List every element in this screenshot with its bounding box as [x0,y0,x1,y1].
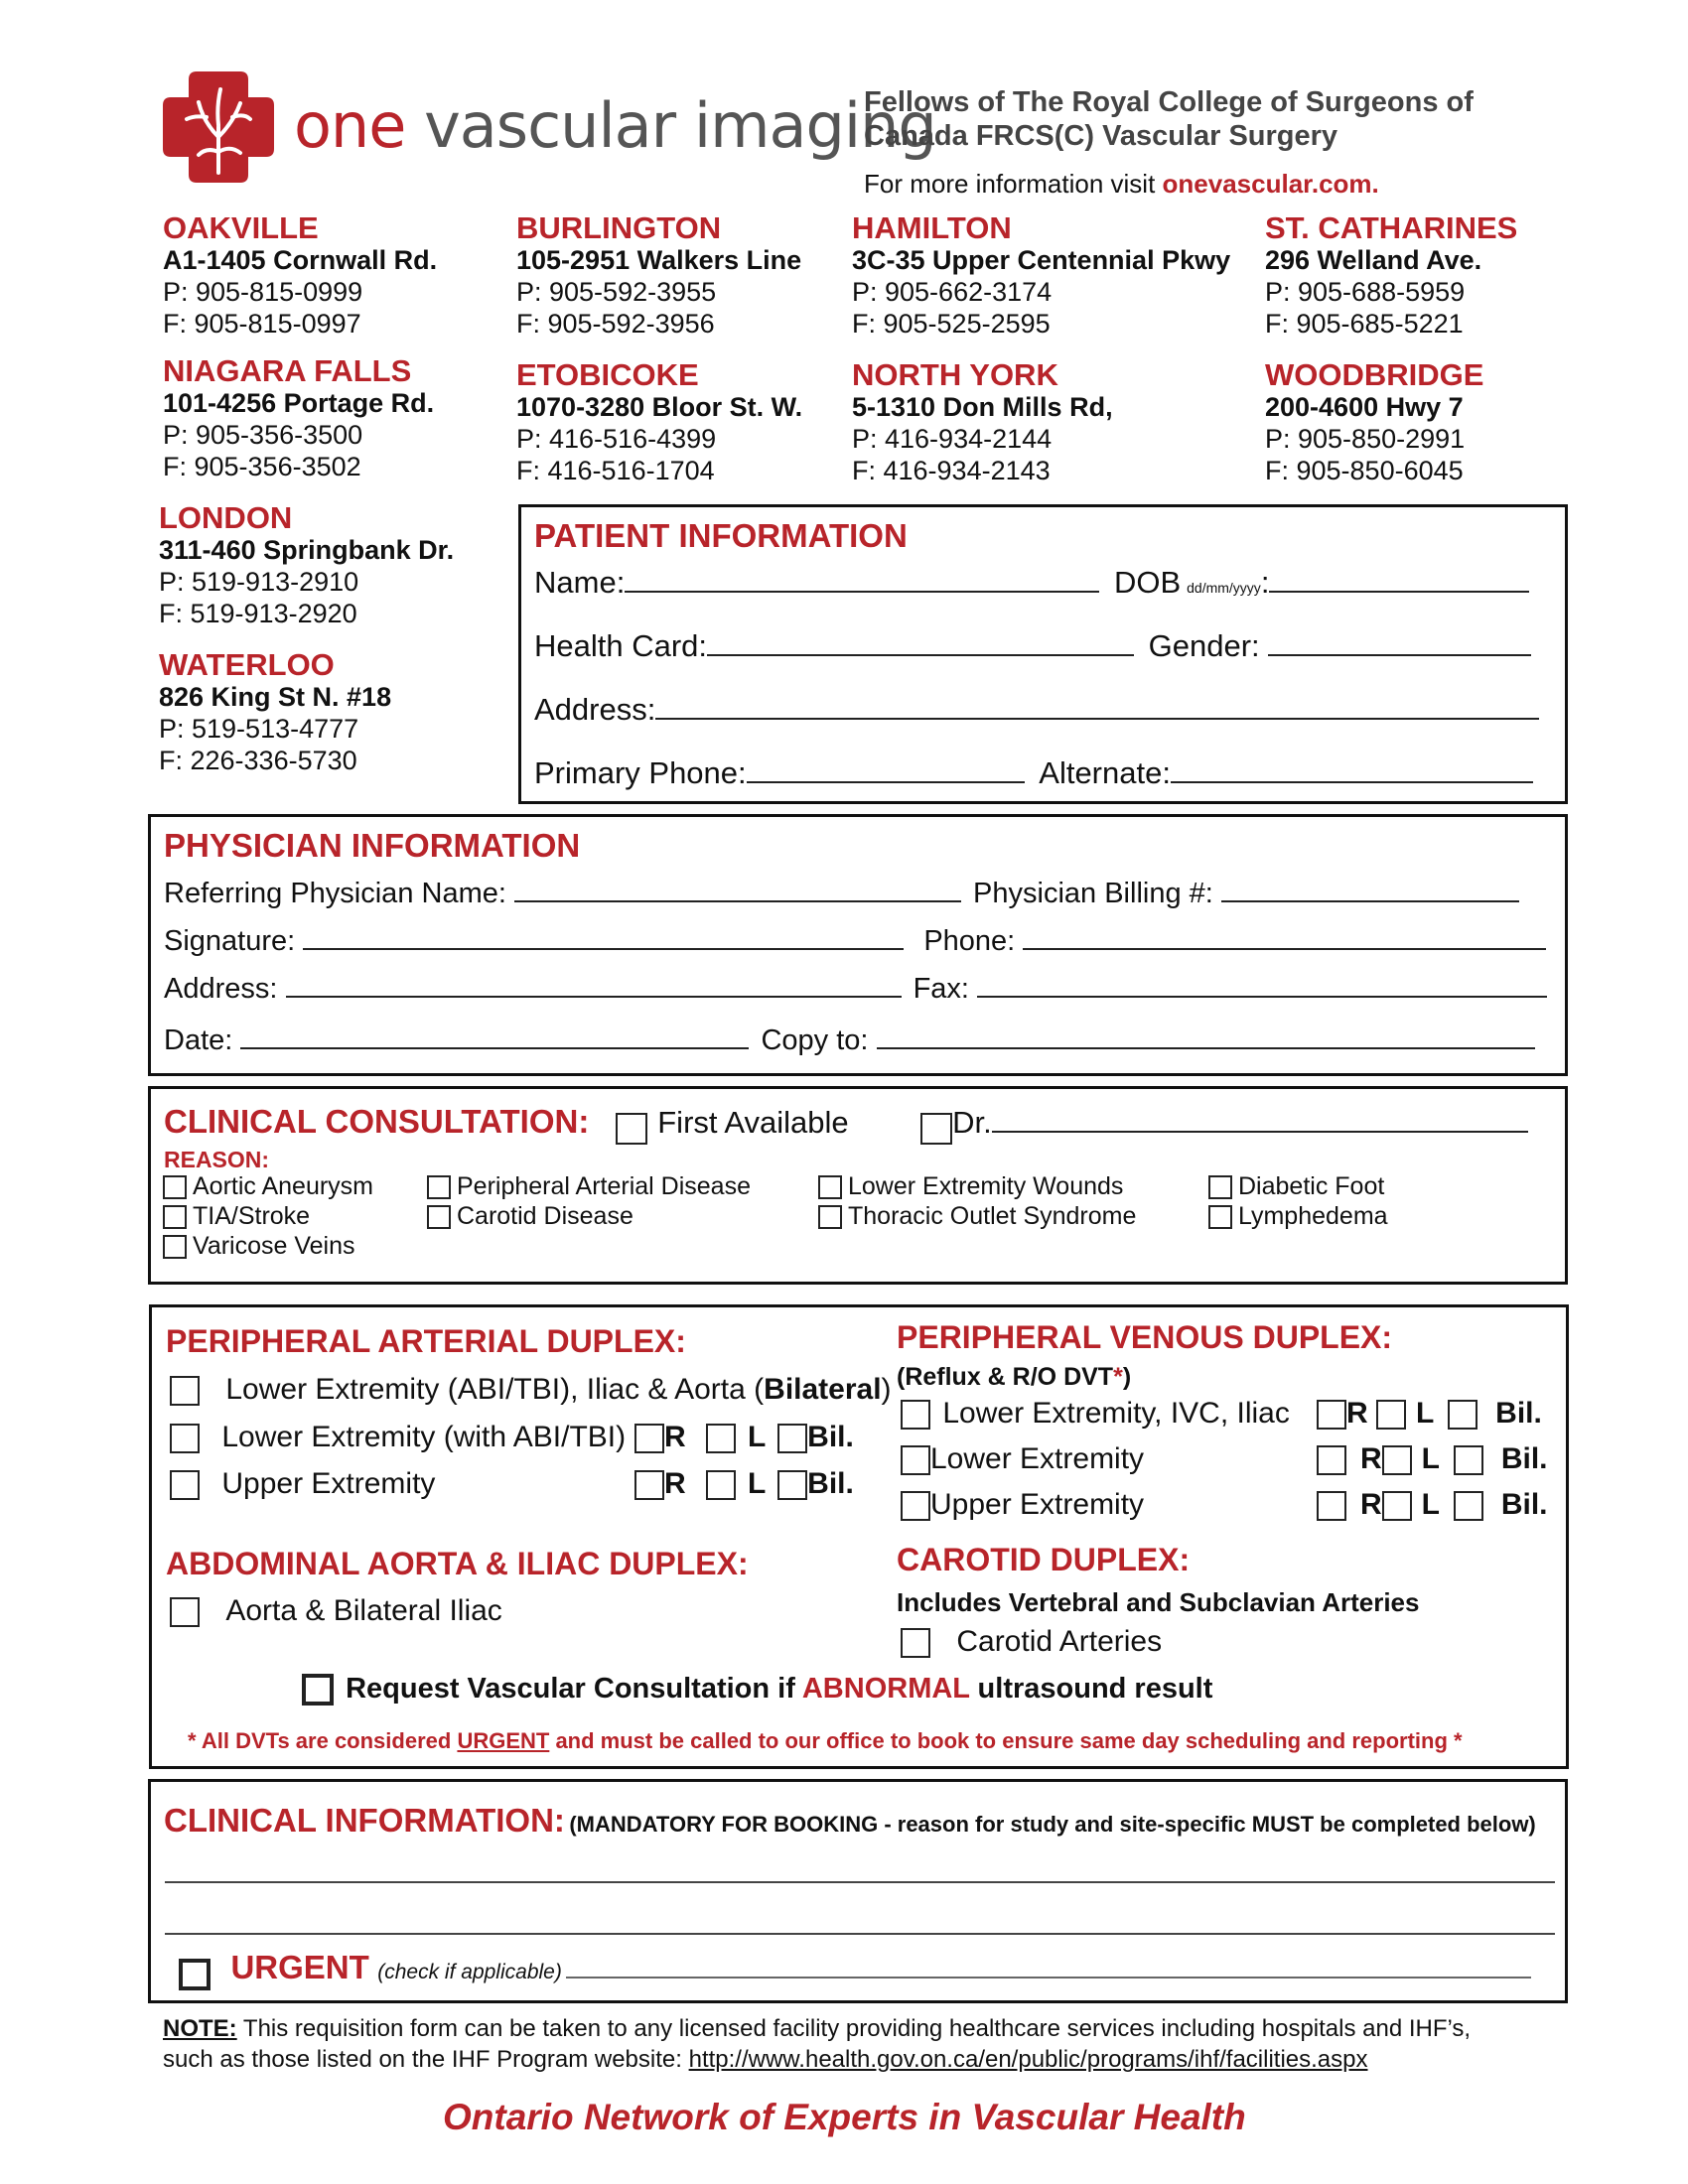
first-available-label: First Available [657,1105,849,1140]
reason-checkbox[interactable] [1208,1205,1232,1229]
reason-label: Lower Extremity Wounds [848,1172,1124,1200]
venous-3-bil-checkbox[interactable] [1454,1491,1483,1521]
fax-field[interactable] [977,970,1547,998]
patient-address-label: Address: [534,692,656,727]
reason-checkbox[interactable] [163,1205,187,1229]
l-label: L [1416,1397,1434,1430]
health-card-label: Health Card: [534,628,708,663]
patient-phone-row [534,755,1533,791]
logo [159,68,278,192]
r-label: R [1360,1442,1382,1475]
location-phone: P: 905-662-3174 [852,277,1053,307]
physician-row-1 [164,875,1519,910]
arterial-row-2 [170,1421,626,1454]
logo-cross-icon [159,68,278,187]
clinical-title: CLINICAL INFORMATION: [164,1802,565,1839]
reason-option [163,1202,310,1231]
l-label: L [1421,1442,1440,1475]
gender-label: Gender: [1148,628,1260,663]
logo-one: one [294,89,406,162]
location-address: 296 Welland Ave. [1265,245,1482,275]
bil-label: Bil. [1495,1397,1542,1430]
location-address: 826 King St N. #18 [159,682,392,712]
note [163,2013,1471,2075]
note-line-1 [163,2013,1471,2044]
location-address: 101-4256 Portage Rd. [163,388,435,418]
date-field[interactable] [240,1022,749,1049]
reason-label: Aortic Aneurysm [193,1172,374,1200]
venous-row-2 [901,1442,1144,1476]
billing-label: Physician Billing #: [973,878,1213,909]
venous-3-l-checkbox[interactable] [1382,1491,1412,1521]
arterial-3-bil-checkbox[interactable] [777,1470,807,1500]
health-card-field[interactable] [707,628,1134,656]
location-phone: P: 905-592-3955 [516,277,717,307]
consult-header-row [164,1103,1528,1145]
venous-2-sides [1317,1442,1547,1476]
location-fax: F: 519-913-2920 [159,599,357,628]
location-name: NORTH YORK [852,357,1058,392]
r-label: R [1360,1488,1382,1521]
location-2 [852,212,1230,340]
reason-label: Thoracic Outlet Syndrome [848,1202,1137,1230]
venous-subtitle [897,1363,1131,1392]
venous-2-checkbox[interactable] [901,1445,930,1475]
request-row [302,1673,1212,1706]
l-label: L [748,1421,766,1453]
venous-3-r-checkbox[interactable] [1317,1491,1346,1521]
arterial-2-bil-checkbox[interactable] [777,1424,807,1453]
reason-option [818,1172,1123,1201]
location-fax: F: 905-356-3502 [163,452,361,481]
ref-physician-label: Referring Physician Name: [164,878,506,909]
fellows-line-2: Canada FRCS(C) Vascular Surgery [864,120,1338,152]
location-address: 1070-3280 Bloor St. W. [516,392,803,422]
reason-label: Diabetic Foot [1238,1172,1385,1200]
note-line-2 [163,2044,1471,2075]
location-address: A1-1405 Cornwall Rd. [163,245,438,275]
name-label: Name: [534,565,626,600]
location-phone: P: 519-913-2910 [159,567,359,597]
arterial-3-label: Upper Extremity [221,1467,436,1500]
venous-row-3 [901,1488,1144,1522]
location-name: WOODBRIDGE [1265,357,1484,392]
physician-phone-field[interactable] [1023,922,1546,950]
reason-option [163,1172,373,1201]
carotid-subtitle: Includes Vertebral and Subclavian Arteries [897,1587,1420,1617]
patient-healthcard-row [534,628,1531,664]
venous-title: PERIPHERAL VENOUS DUPLEX: [897,1319,1393,1355]
venous-close: ) [1122,1363,1132,1391]
physician-row-3 [164,970,1547,1006]
location-phone: P: 905-688-5959 [1265,277,1466,307]
l-label: L [1421,1488,1440,1521]
location-phone: P: 905-815-0999 [163,277,363,307]
arterial-1-checkbox[interactable] [170,1376,200,1406]
consultation-box [148,1086,1568,1285]
clinical-header [164,1802,1536,1840]
arterial-2-r-checkbox[interactable] [634,1424,664,1453]
venous-1-r-checkbox[interactable] [1317,1400,1346,1430]
venous-3-sides [1317,1488,1547,1522]
venous-2-bil-checkbox[interactable] [1454,1445,1483,1475]
request-pre: Request Vascular Consultation if [346,1673,802,1705]
fellows-line-1: Fellows of The Royal College of Surgeons of [864,86,1474,118]
location-fax: F: 416-516-1704 [516,456,715,485]
location-0 [163,212,437,340]
location-name: LONDON [159,500,293,535]
billing-field[interactable] [1221,875,1519,902]
arterial-3-checkbox[interactable] [170,1470,200,1500]
bil-label: Bil. [1500,1488,1548,1521]
urgent-label: URGENT [230,1949,369,1985]
dob-colon: : [1260,565,1270,600]
reason-checkbox[interactable] [427,1175,451,1199]
reason-option [427,1172,751,1201]
dvt-notice [188,1728,1463,1754]
aorta-label: Aorta & Bilateral Iliac [225,1594,502,1627]
fax-label: Fax: [913,973,969,1005]
physician-info-box [148,814,1568,1076]
date-label: Date: [164,1024,233,1056]
note-text: This requisition form can be taken to any licensed facility providing healthcare services including hospitals and IHF’s, [236,2015,1472,2042]
request-consult-checkbox[interactable] [302,1674,334,1706]
reason-checkbox[interactable] [1208,1175,1232,1199]
logo-wordmark [294,89,936,162]
reason-label: REASON: [164,1147,270,1172]
note-label: NOTE: [163,2015,237,2042]
arterial-1-close: ) [881,1373,892,1406]
arterial-title: PERIPHERAL ARTERIAL DUPLEX: [166,1323,686,1359]
arterial-2-sides [634,1421,854,1454]
ref-physician-field[interactable] [514,875,961,902]
location-9 [159,649,391,776]
venous-2-r-checkbox[interactable] [1317,1445,1346,1475]
location-name: OAKVILLE [163,210,319,245]
reason-checkbox[interactable] [163,1175,187,1199]
dr-field[interactable] [992,1105,1528,1133]
urgent-checkbox[interactable] [179,1959,211,1990]
physician-phone-label: Phone: [923,925,1016,957]
arterial-3-r-checkbox[interactable] [634,1470,664,1500]
patient-info-title: PATIENT INFORMATION [534,517,908,554]
dvt-pre: * All DVTs are considered [188,1728,458,1753]
info-line [864,169,1379,200]
consult-title: CLINICAL CONSULTATION: [164,1103,590,1140]
reason-option [1208,1172,1384,1201]
carotid-label: Carotid Arteries [956,1625,1163,1658]
venous-3-label: Upper Extremity [930,1488,1145,1521]
location-name: BURLINGTON [516,210,722,245]
location-fax: F: 905-525-2595 [852,309,1051,339]
venous-1-label: Lower Extremity, IVC, Iliac [942,1397,1290,1430]
location-fax: F: 226-336-5730 [159,746,357,775]
location-name: ETOBICOKE [516,357,699,392]
location-address: 311-460 Springbank Dr. [159,535,455,565]
note-line-2-text: such as those listed on the IHF Program website: [163,2046,689,2073]
patient-name-row [534,565,1529,601]
location-7 [1265,359,1483,486]
signature-field[interactable] [303,922,904,950]
l-label: L [748,1467,766,1500]
gender-field[interactable] [1268,628,1531,656]
ihf-link[interactable]: http://www.health.gov.on.ca/en/public/programs/ihf/facilities.aspx [688,2046,1368,2073]
venous-2-label: Lower Extremity [930,1442,1145,1475]
reason-option [818,1202,1136,1231]
location-fax: F: 905-685-5221 [1265,309,1464,339]
venous-row-1 [901,1397,1290,1431]
arterial-row-1 [170,1373,892,1407]
location-phone: P: 905-356-3500 [163,420,363,450]
location-6 [852,359,1113,486]
clinical-line-2[interactable] [165,1933,1555,1935]
bil-label: Bil. [807,1467,854,1500]
copy-to-field[interactable] [877,1022,1535,1049]
location-fax: F: 905-592-3956 [516,309,715,339]
carotid-row [901,1625,1162,1659]
clinical-mandatory: (MANDATORY FOR BOOKING - reason for study and site-specific MUST be completed below) [569,1812,1536,1837]
logo-rest: vascular imaging [405,89,936,162]
reason-label: Lymphedema [1238,1202,1388,1230]
carotid-checkbox[interactable] [901,1628,930,1658]
physician-row-4 [164,1022,1535,1057]
location-5 [516,359,802,486]
primary-phone-label: Primary Phone: [534,755,747,790]
dob-field[interactable] [1269,565,1529,593]
dr-label: Dr. [952,1105,992,1140]
venous-sub: (Reflux & R/O DVT [897,1363,1114,1391]
venous-2-l-checkbox[interactable] [1382,1445,1412,1475]
copy-to-label: Copy to: [761,1024,869,1056]
bil-label: Bil. [807,1421,854,1453]
location-name: NIAGARA FALLS [163,353,412,388]
location-name: HAMILTON [852,210,1012,245]
dvt-post: and must be called to our office to book to ensure same day scheduling and reporting * [549,1728,1463,1753]
fellows-text [864,85,1474,153]
reason-option [427,1202,633,1231]
reason-label: Peripheral Arterial Disease [457,1172,751,1200]
r-label: R [664,1467,686,1500]
reason-checkbox[interactable] [818,1205,842,1229]
reason-checkbox[interactable] [163,1235,187,1259]
arterial-3-l-checkbox[interactable] [706,1470,736,1500]
r-label: R [664,1421,686,1453]
arterial-2-l-checkbox[interactable] [706,1424,736,1453]
clinical-line-1[interactable] [165,1881,1555,1883]
location-fax: F: 905-815-0997 [163,309,361,339]
arterial-2-checkbox[interactable] [170,1424,200,1453]
network-tagline: Ontario Network of Experts in Vascular Health [443,2097,1246,2137]
urgent-line[interactable] [566,1959,1531,1979]
patient-address-field[interactable] [655,692,1539,720]
physician-address-label: Address: [164,973,278,1005]
location-4 [163,355,434,482]
physician-info-title: PHYSICIAN INFORMATION [164,827,581,864]
alternate-field[interactable] [1171,755,1533,783]
location-address: 3C-35 Upper Centennial Pkwy [852,245,1231,275]
physician-address-field[interactable] [286,970,902,998]
location-name: ST. CATHARINES [1265,210,1518,245]
location-fax: F: 905-850-6045 [1265,456,1464,485]
patient-info-box [518,504,1568,804]
location-phone: P: 416-516-4399 [516,424,717,454]
reason-checkbox[interactable] [818,1175,842,1199]
primary-phone-field[interactable] [747,755,1025,783]
duplex-box [149,1304,1569,1769]
location-fax: F: 416-934-2143 [852,456,1051,485]
reason-label: Varicose Veins [193,1232,355,1260]
info-link[interactable]: onevascular.com. [1162,169,1379,199]
reason-option [163,1232,355,1261]
location-phone: P: 416-934-2144 [852,424,1053,454]
location-3 [1265,212,1517,340]
venous-1-bil-checkbox[interactable] [1448,1400,1477,1430]
reason-option [1208,1202,1388,1231]
arterial-1-bold: Bilateral [764,1373,882,1406]
clinical-info-box [148,1779,1568,2003]
urgent-row [179,1949,1531,1990]
urgent-check-note: (check if applicable) [377,1961,562,1983]
location-phone: P: 519-513-4777 [159,714,359,744]
request-post: ultrasound result [969,1673,1213,1705]
first-available-checkbox[interactable] [616,1113,647,1145]
dob-label: DOB [1113,565,1182,600]
location-1 [516,212,801,340]
location-address: 105-2951 Walkers Line [516,245,802,275]
physician-row-2 [164,922,1546,958]
bil-label: Bil. [1500,1442,1548,1475]
arterial-1-label: Lower Extremity (ABI/TBI), Iliac & Aorta ( [225,1373,765,1406]
dvt-urgent: URGENT [457,1728,550,1753]
dob-format: dd/mm/yyyy [1187,580,1261,596]
carotid-title: CAROTID DUPLEX: [897,1542,1191,1577]
location-name: WATERLOO [159,647,335,682]
reason-label: TIA/Stroke [193,1202,311,1230]
aorta-row [170,1594,502,1628]
r-label: R [1346,1397,1368,1430]
venous-1-l-checkbox[interactable] [1376,1400,1406,1430]
aorta-title: ABDOMINAL AORTA & ILIAC DUPLEX: [166,1546,749,1581]
venous-1-sides [1317,1397,1542,1431]
aorta-checkbox[interactable] [170,1597,200,1627]
location-8 [159,502,454,629]
venous-star: * [1113,1363,1123,1391]
request-abnormal: ABNORMAL [801,1673,970,1705]
location-address: 5-1310 Don Mills Rd, [852,392,1113,422]
dr-checkbox[interactable] [920,1113,952,1145]
location-address: 200-4600 Hwy 7 [1265,392,1464,422]
patient-address-row [534,692,1539,728]
reason-label: Carotid Disease [457,1202,633,1230]
info-prefix: For more information visit [864,169,1163,199]
venous-1-checkbox[interactable] [901,1400,930,1430]
reason-checkbox[interactable] [427,1205,451,1229]
location-phone: P: 905-850-2991 [1265,424,1466,454]
arterial-2-label: Lower Extremity (with ABI/TBI) [221,1421,627,1453]
name-field[interactable] [625,565,1099,593]
arterial-row-3 [170,1467,435,1501]
alternate-label: Alternate: [1039,755,1171,790]
signature-label: Signature: [164,925,296,957]
arterial-3-sides [634,1467,854,1501]
venous-3-checkbox[interactable] [901,1491,930,1521]
